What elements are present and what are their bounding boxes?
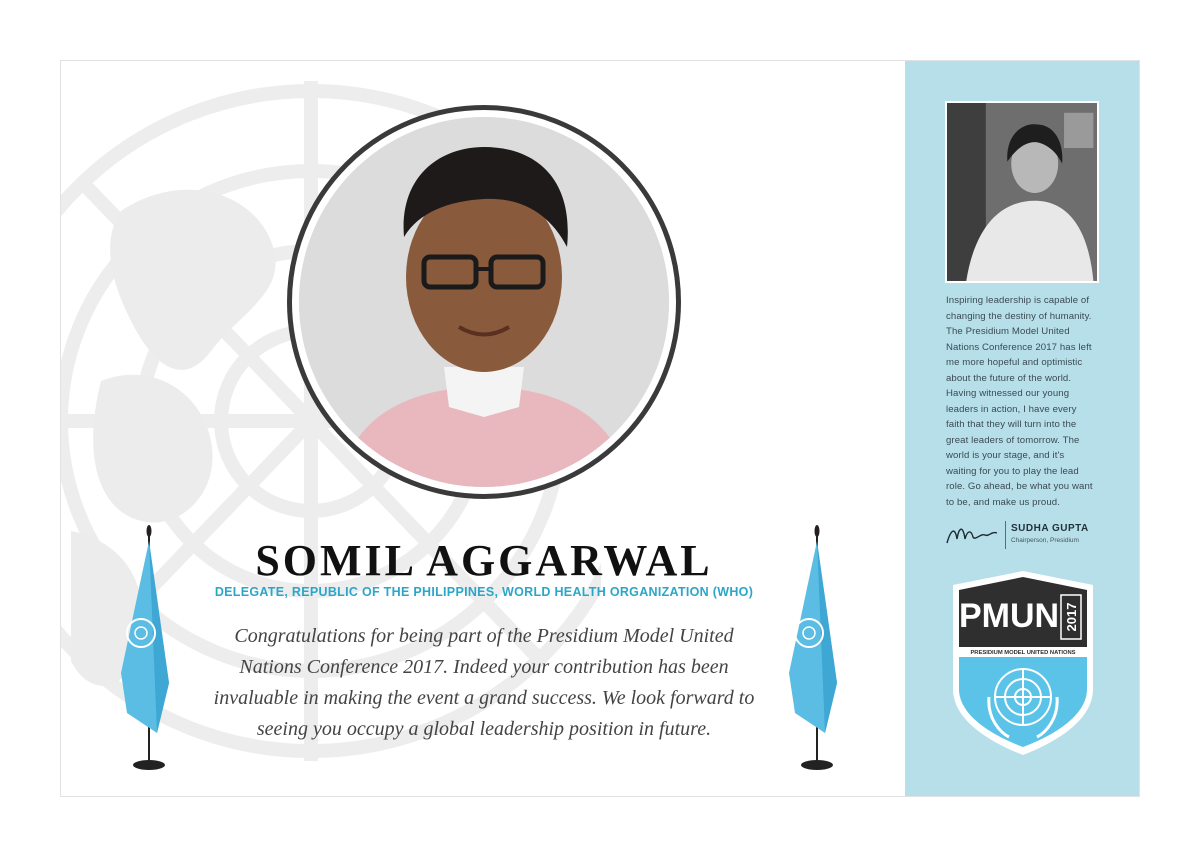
- pmun-emblem: [949, 569, 1097, 757]
- signatory-title: Chairperson, Presidium: [1011, 537, 1079, 544]
- certificate-card: [60, 60, 1140, 797]
- emblem-year: 2017: [1064, 602, 1079, 632]
- emblem-wordmark: PMUN: [958, 597, 1060, 635]
- recipient-role: DELEGATE, REPUBLIC OF THE PHILIPPINES, WORLD HEALTH ORGANIZATION (WHO): [214, 585, 754, 599]
- recipient-name: SOMIL AGGARWAL: [255, 536, 713, 585]
- recipient-photo: [299, 117, 669, 487]
- signature-divider: [1005, 521, 1006, 549]
- congratulations-message: Congratulations for being part of the Presidium Model United Nations Conference 2017. Indeed your contribution has been invaluable in making the event a grand success. We look forward to seeing you occupy a global leadership position in future.: [213, 625, 755, 740]
- portrait-frame: [287, 105, 681, 499]
- chairperson-photo: [945, 101, 1099, 283]
- emblem-tagline: PRESIDIUM MODEL UNITED NATIONS: [970, 650, 1076, 656]
- chairperson-quote: Inspiring leadership is capable of changing the destiny of humanity. The Presidium Model United Nations Conference 2017 has left me more hopeful and optimistic about the future of the world. Having witnessed our young leaders in action, I have every faith that they will turn into the great leaders of tomorrow. The world is your stage, and it's waiting for you to play the lead role. Go ahead, be what you want to be, and make us proud.: [946, 295, 1093, 508]
- signatory-name: SUDHA GUPTA: [1011, 523, 1089, 534]
- signature-block: [945, 519, 1115, 551]
- chairperson-sidebar: [905, 61, 1140, 797]
- signature-mark: [945, 521, 1001, 549]
